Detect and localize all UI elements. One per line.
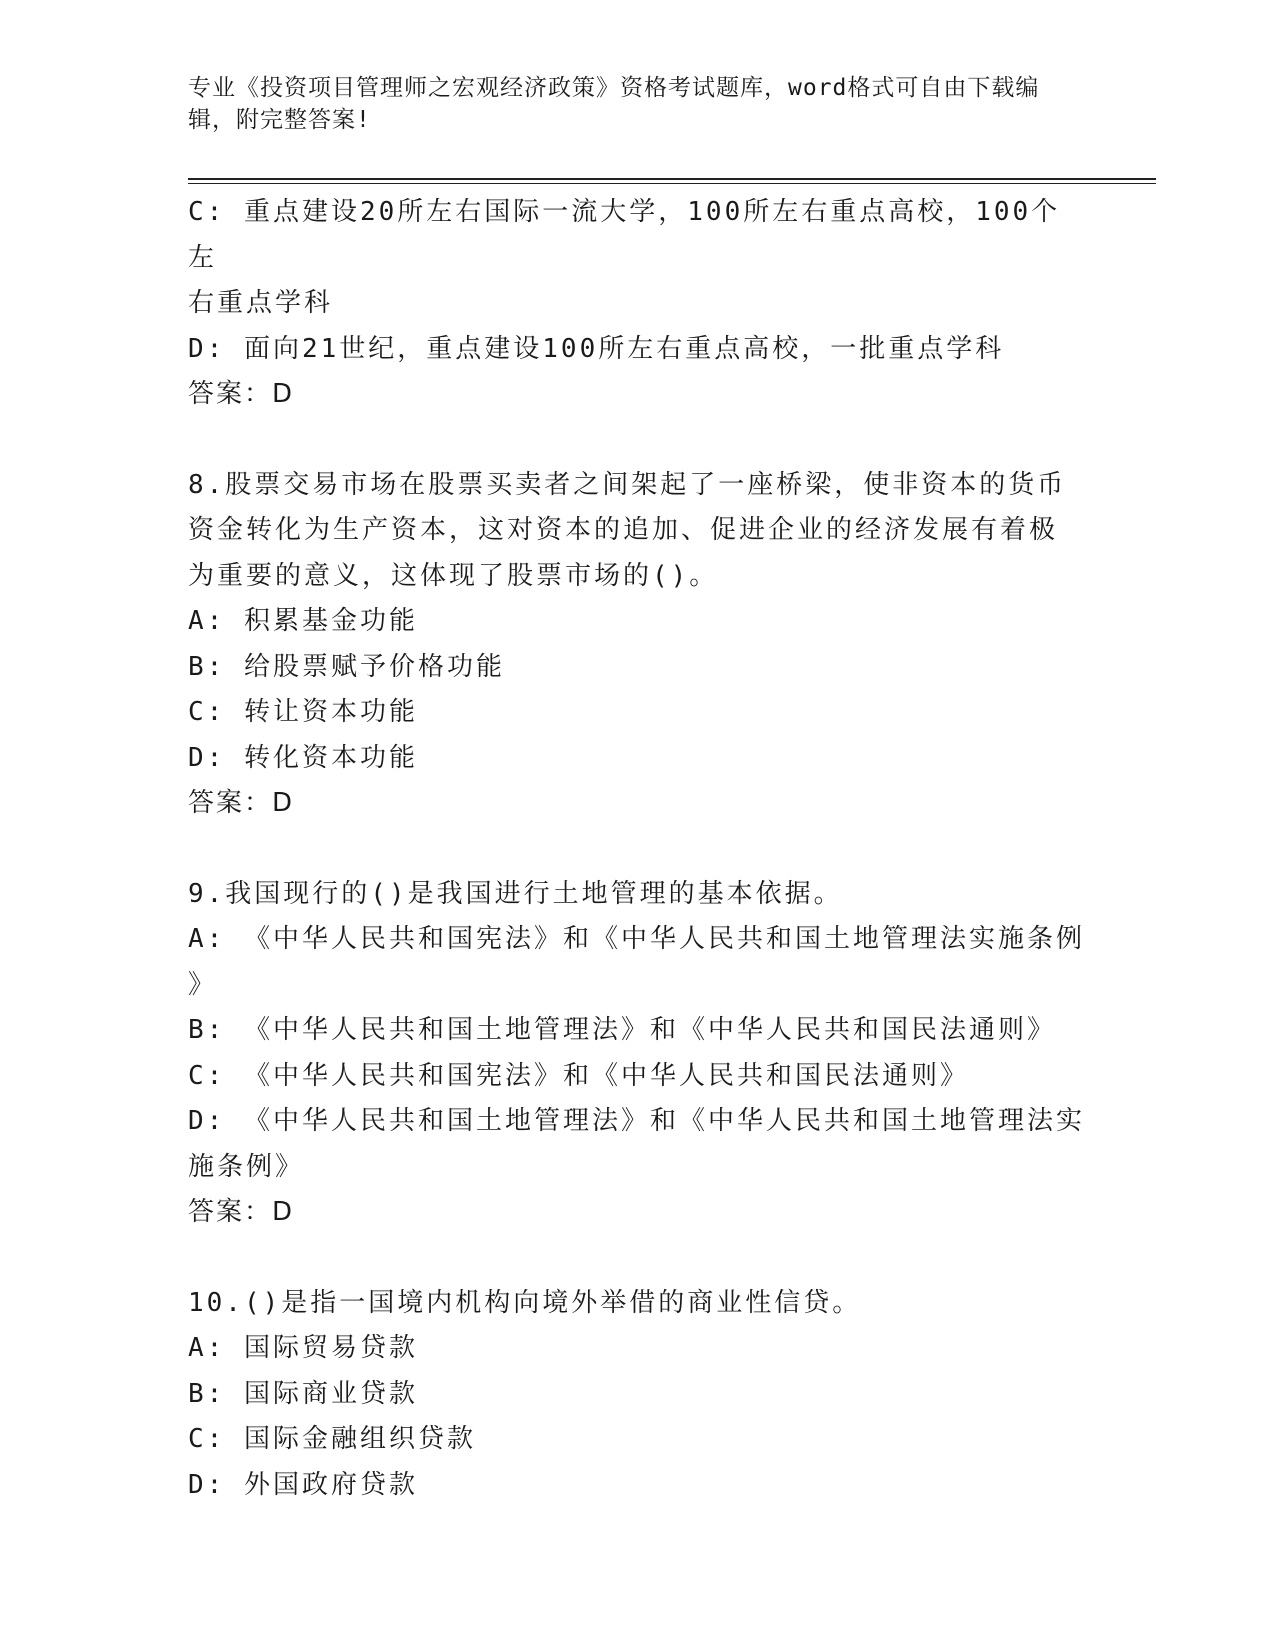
option-d-line-1: D: 《中华人民共和国土地管理法》和《中华人民共和国土地管理法实 (188, 1106, 1085, 1136)
option-d: D: 外国政府贷款 (188, 1469, 418, 1500)
option-c: C: 国际金融组织贷款 (188, 1424, 476, 1454)
question-stem: 9.我国现行的()是我国进行土地管理的基本依据。 (188, 878, 843, 909)
answer-line: 答案：D (188, 379, 295, 409)
question-9-block (188, 872, 1088, 1236)
option-a: A: 国际贸易贷款 (188, 1333, 418, 1363)
option-a-line-1: A: 《中华人民共和国宪法》和《中华人民共和国土地管理法实施条例 (188, 924, 1085, 954)
option-c: C: 转让资本功能 (188, 697, 418, 727)
option-b: B: 国际商业贷款 (188, 1378, 418, 1409)
question-7-block (188, 190, 1088, 418)
option-c-line-2: 右重点学科 (188, 288, 334, 318)
answer-line: 答案：D (188, 1197, 295, 1227)
spacer (188, 1236, 1088, 1281)
question-10-block (188, 1281, 1088, 1509)
option-b: B: 《中华人民共和国土地管理法》和《中华人民共和国民法通则》 (188, 1015, 1056, 1045)
question-stem: 10.()是指一国境内机构向境外举借的商业性信贷。 (188, 1287, 862, 1318)
question-stem-line-2: 资金转化为生产资本，这对资本的追加、促进企业的经济发展有着极 (188, 515, 1059, 545)
question-8-block (188, 463, 1088, 827)
option-c-line-1: C: 重点建设20所左右国际一流大学，100所左右重点高校，100个左 (188, 197, 1061, 273)
header-divider-thick (188, 178, 1156, 180)
option-b: B: 给股票赋予价格功能 (188, 651, 505, 682)
spacer (188, 827, 1088, 872)
option-d: D: 面向21世纪，重点建设100所左右重点高校，一批重点学科 (188, 333, 1005, 364)
header-line-1: 专业《投资项目管理师之宏观经济政策》资格考试题库，word格式可自由下载编 (188, 75, 1040, 101)
header-line-2: 辑，附完整答案! (188, 107, 371, 133)
question-content (188, 190, 1088, 1508)
question-stem-line-1: 8.股票交易市场在股票买卖者之间架起了一座桥梁，使非资本的货币 (188, 469, 1067, 500)
option-a: A: 积累基金功能 (188, 606, 418, 636)
question-stem-line-3: 为重要的意义，这体现了股票市场的()。 (188, 560, 719, 591)
header-divider-thin (188, 183, 1156, 184)
option-d: D: 转化资本功能 (188, 742, 418, 773)
option-d-line-2: 施条例》 (188, 1151, 305, 1182)
option-a-line-2: 》 (188, 969, 218, 1000)
spacer (188, 418, 1088, 463)
option-c: C: 《中华人民共和国宪法》和《中华人民共和国民法通则》 (188, 1060, 969, 1091)
answer-line: 答案：D (188, 788, 295, 818)
document-header (188, 72, 1068, 136)
